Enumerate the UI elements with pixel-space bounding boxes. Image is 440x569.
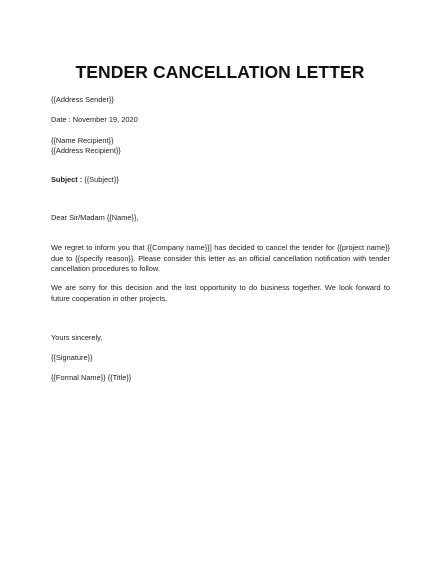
salutation: Dear Sir/Madam {{Name}},	[51, 213, 139, 222]
subject-label: Subject :	[51, 175, 83, 184]
recipient-address: {{Address Recipient}}	[51, 146, 121, 155]
subject-value: {{Subject}}	[82, 175, 119, 184]
signature-placeholder: {{Signature}}	[51, 353, 93, 362]
body-paragraph-1: We regret to inform you that {{Company name}}] has decided to cancel the tender for {{project name}} due to {{specify reason}}. Please consider this letter as an official cancellation notification with tender cancellation procedures to follow.	[51, 243, 390, 273]
address-sender: {{Address Sender}}	[51, 95, 114, 104]
body-paragraph-2: We are sorry for this decision and the lost opportunity to do business together. We look forward to future cooperation in other projects.	[51, 283, 390, 303]
letter-title: TENDER CANCELLATION LETTER	[75, 62, 365, 82]
formal-name-title: {{Formal Name}} {{Title}}	[51, 373, 132, 382]
closing: Yours sincerely,	[51, 333, 103, 342]
subject-line	[51, 175, 390, 186]
recipient-name: {{Name Recipient}}	[51, 136, 114, 145]
letter-date: Date : November 19, 2020	[51, 115, 138, 124]
